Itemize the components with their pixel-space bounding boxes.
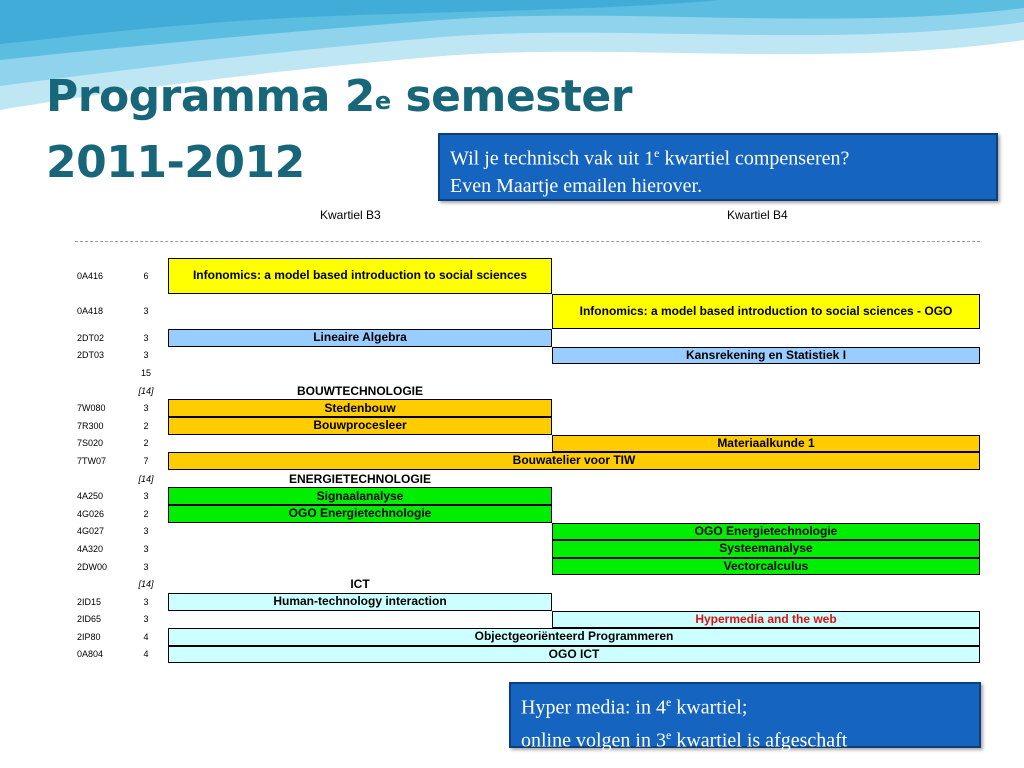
course-ects: 3 xyxy=(143,306,149,317)
course-code: 0A418 xyxy=(77,306,104,317)
course-code: 7TW07 xyxy=(77,455,107,466)
course-ects: 3 xyxy=(143,596,149,607)
course-ects: [14] xyxy=(138,473,154,484)
course-cell: Objectgeoriënteerd Programmeren xyxy=(168,628,980,646)
course-cell: Bouwatelier voor TIW xyxy=(168,452,980,470)
course-code: 7R300 xyxy=(77,420,104,431)
course-cell: Systeemanalyse xyxy=(552,540,980,558)
slide-title: Programma 2e semester 2011-2012 xyxy=(46,64,632,196)
course-ects: 2 xyxy=(143,420,149,431)
column-header-b3: Kwartiel B3 xyxy=(320,208,381,222)
course-ects: 2 xyxy=(143,508,149,519)
course-ects: [14] xyxy=(138,579,154,590)
course-cell: Materiaalkunde 1 xyxy=(552,435,980,453)
track-heading: BOUWTECHNOLOGIE xyxy=(297,383,423,398)
course-ects: 6 xyxy=(143,270,149,281)
course-cell: Stedenbouw xyxy=(168,399,552,417)
course-cell: OGO ICT xyxy=(168,646,980,664)
course-code: 4G026 xyxy=(77,508,105,519)
column-header-b4: Kwartiel B4 xyxy=(727,208,788,222)
course-cell: Vectorcalculus xyxy=(552,558,980,576)
course-ects: 7 xyxy=(143,455,149,466)
course-ects: 3 xyxy=(143,491,149,502)
track-heading: ENERGIETECHNOLOGIE xyxy=(288,471,431,486)
course-cell: Infonomics: a model based introduction to social sciences - OGO xyxy=(552,294,980,330)
course-ects: 3 xyxy=(143,543,149,554)
course-ects: 15 xyxy=(140,367,151,378)
header-separator xyxy=(75,241,980,242)
hypermedia-note-callout: Hyper media: in 4e kwartiel; online volgen in 3e kwartiel is afgeschaft xyxy=(509,682,981,748)
compensation-note-callout: Wil je technisch vak uit 1e kwartiel compenseren? Even Maartje emailen hierover. xyxy=(438,133,998,201)
course-code: 4G027 xyxy=(77,526,105,537)
course-ects: [14] xyxy=(138,385,154,396)
course-cell: Human-technology interaction xyxy=(168,593,552,611)
course-cell: Hypermedia and the web xyxy=(552,611,980,629)
course-cell: Bouwprocesleer xyxy=(168,417,552,435)
course-code: 0A416 xyxy=(77,270,104,281)
course-cell: Kansrekening en Statistiek I xyxy=(552,347,980,365)
course-code: 7W080 xyxy=(77,403,106,414)
slide-subtitle-year: 2011-2012 xyxy=(46,137,305,188)
course-ects: 3 xyxy=(143,403,149,414)
course-ects: 4 xyxy=(143,631,149,642)
course-code: 4A250 xyxy=(77,491,104,502)
course-cell: Lineaire Algebra xyxy=(168,329,552,347)
course-ects: 3 xyxy=(143,526,149,537)
course-ects: 3 xyxy=(143,561,149,572)
course-ects: 3 xyxy=(143,332,149,343)
course-code: 2ID15 xyxy=(77,596,102,607)
course-cell: OGO Energietechnologie xyxy=(552,523,980,541)
course-code: 7S020 xyxy=(77,438,104,449)
course-code: 4A320 xyxy=(77,543,104,554)
course-code: 2DT03 xyxy=(77,350,105,361)
course-ects: 2 xyxy=(143,438,149,449)
course-ects: 3 xyxy=(143,350,149,361)
course-code: 2DT02 xyxy=(77,332,105,343)
course-ects: 4 xyxy=(143,649,149,660)
course-cell: Infonomics: a model based introduction to social sciences xyxy=(168,258,552,294)
course-ects: 3 xyxy=(143,614,149,625)
course-code: 0A804 xyxy=(77,649,104,660)
track-heading: ICT xyxy=(350,577,370,592)
course-cell: OGO Energietechnologie xyxy=(168,505,552,523)
course-code: 2IP80 xyxy=(77,631,101,642)
course-code: 2ID65 xyxy=(77,614,102,625)
course-cell: Signaalanalyse xyxy=(168,487,552,505)
course-code: 2DW00 xyxy=(77,561,108,572)
